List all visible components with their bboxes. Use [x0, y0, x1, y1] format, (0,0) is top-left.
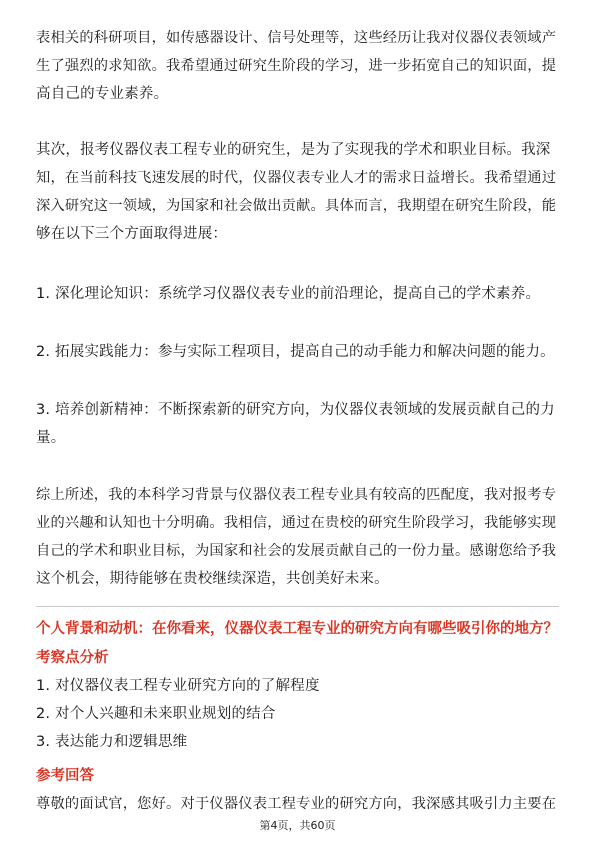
analysis-point: 1. 对仪器仪表工程专业研究方向的了解程度 — [36, 678, 320, 694]
body-line: 其次，报考仪器仪表工程专业的研究生，是为了实现我的学术和职业目标。我深 — [36, 142, 551, 158]
list-item: 3. 培养创新精神：不断探索新的研究方向，为仪器仪表领域的发展贡献自己的力 — [36, 402, 555, 418]
analysis-heading: 考察点分析 — [36, 650, 109, 666]
list-item: 2. 拓展实践能力：参与实际工程项目，提高自己的动手能力和解决问题的能力。 — [36, 344, 555, 360]
body-line: 综上所述，我的本科学习背景与仪器仪表工程专业具有较高的匹配度，我对报考专 — [36, 487, 557, 503]
answer-heading: 参考回答 — [36, 768, 94, 784]
body-line: 够在以下三个方面取得进展： — [36, 226, 228, 242]
body-line: 知，在当前科技飞速发展的时代，仪器仪表专业人才的需求日益增长。我希望通过 — [36, 170, 557, 186]
analysis-point: 3. 表达能力和逻辑思维 — [36, 734, 188, 750]
list-item-continuation: 量。 — [36, 430, 66, 446]
body-line: 生了强烈的求知欲。我希望通过研究生阶段的学习，进一步拓宽自己的知识面，提 — [36, 58, 557, 74]
answer-line: 尊敬的面试官，您好。对于仪器仪表工程专业的研究方向，我深感其吸引力主要在 — [36, 796, 557, 812]
question-title: 个人背景和动机：在你看来，仪器仪表工程专业的研究方向有哪些吸引你的地方？ — [36, 621, 558, 637]
section-divider — [36, 606, 559, 607]
body-line: 这个机会，期待能够在贵校继续深造，共创美好未来。 — [36, 571, 389, 587]
body-line: 深入研究这一领域，为国家和社会做出贡献。具体而言，我期望在研究生阶段，能 — [36, 198, 557, 214]
analysis-point: 2. 对个人兴趣和未来职业规划的结合 — [36, 706, 276, 722]
page-number: 第4页，共60页 — [259, 819, 336, 832]
body-line: 表相关的科研项目，如传感器设计、信号处理等，这些经历让我对仪器仪表领域产 — [36, 30, 557, 46]
list-item: 1. 深化理论知识：系统学习仪器仪表专业的前沿理论，提高自己的学术素养。 — [36, 286, 541, 302]
body-line: 高自己的专业素养。 — [36, 86, 169, 102]
body-line: 业的兴趣和认知也十分明确。我相信，通过在贵校的研究生阶段学习，我能够实现 — [36, 515, 557, 531]
body-line: 自己的学术和职业目标，为国家和社会的发展贡献自己的一份力量。感谢您给予我 — [36, 543, 557, 559]
